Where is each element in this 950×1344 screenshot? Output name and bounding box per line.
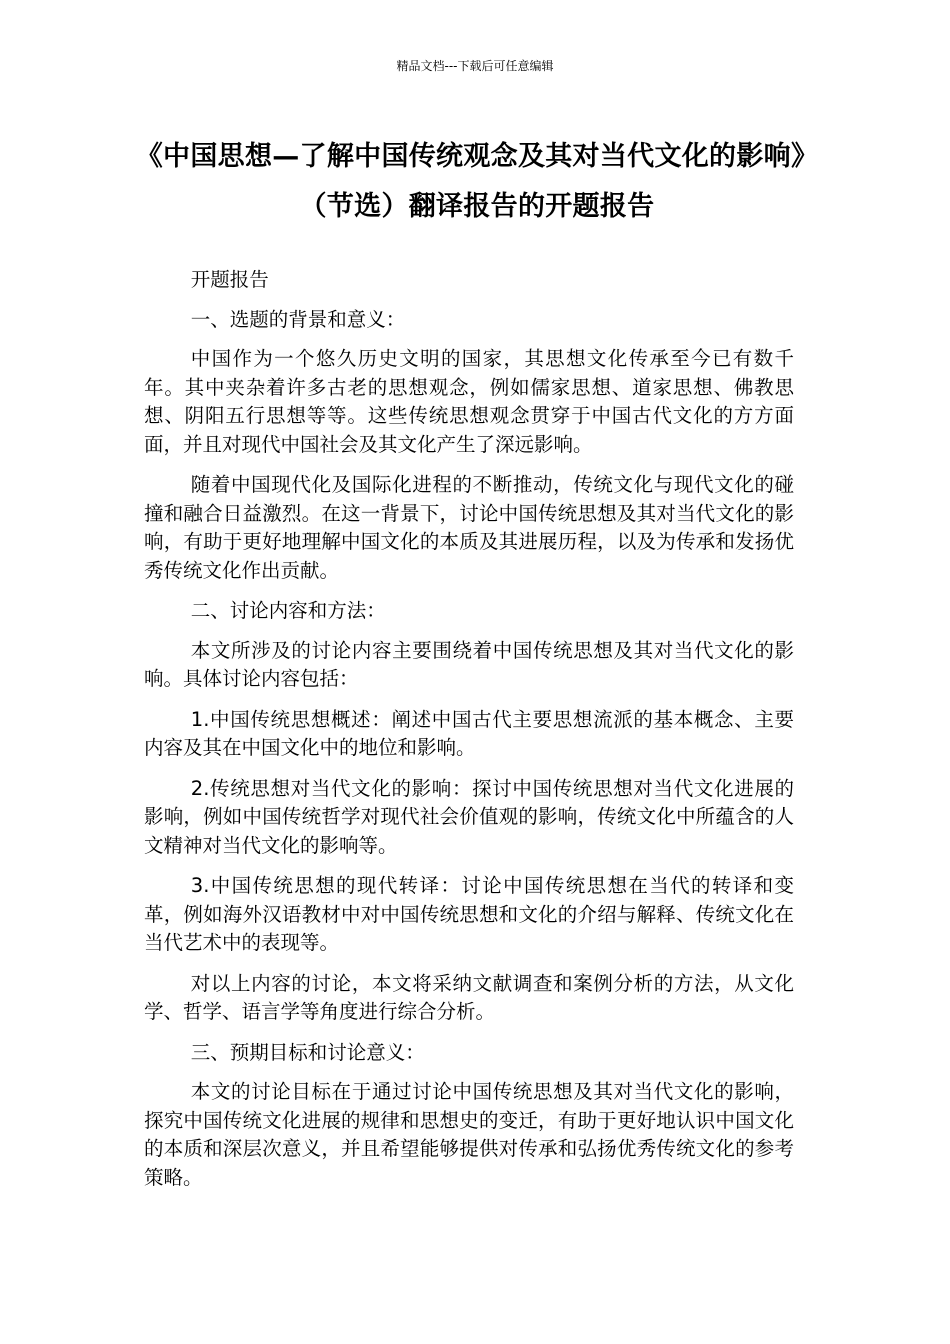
section-heading-background: 一、选题的背景和意义： xyxy=(190,307,406,331)
paragraph-background-2: 随着中国现代化及国际化进程的不断推动，传统文化与现代文化的碰撞和融合日益激烈。在这一背景下，讨论中国传统思想及其对当代文化的影响，有助于更好地理解中国文化的本质及其进展历程，以及为传承和发扬优秀传统文化作出贡献。 xyxy=(144,473,794,582)
section-heading-goals: 三、预期目标和讨论意义： xyxy=(190,1040,425,1064)
section-label-report: 开题报告 xyxy=(190,268,269,291)
paragraph-background-1: 中国作为一个悠久历史文明的国家，其思想文化传承至今已有数千年。其中夹杂着许多古老的思想观念，例如儒家思想、道家思想、佛教思想、阴阳五行思想等等。这些传统思想观念贯穿于中国古代文化的方方面面，并且对现代中国社会及其文化产生了深远影响。 xyxy=(144,347,794,456)
list-item-1: 1.中国传统思想概述：阐述中国古代主要思想流派的基本概念、主要内容及其在中国文化中的地位和影响。 xyxy=(144,707,794,759)
list-item-2: 2.传统思想对当代文化的影响：探讨中国传统思想对当代文化进展的影响，例如中国传统哲学对现代社会价值观的影响，传统文化中所蕴含的人文精神对当代文化的影响等。 xyxy=(144,776,794,857)
header-note: 精品文档---下载后可任意编辑 xyxy=(396,59,554,73)
paragraph-method: 对以上内容的讨论，本文将采纳文献调查和案例分析的方法，从文化学、哲学、语言学等角度进行综合分析。 xyxy=(144,971,794,1023)
list-item-3: 3.中国传统思想的现代转译：讨论中国传统思想在当代的转译和变革，例如海外汉语教材中对中国传统思想和文化的介绍与解释、传统文化在当代艺术中的表现等。 xyxy=(144,874,794,954)
section-heading-content-method: 二、讨论内容和方法： xyxy=(190,599,386,622)
document-body xyxy=(144,266,794,1204)
document-title: 《中国思想—了解中国传统观念及其对当代文化的影响》（节选）翻译报告的开题报告 xyxy=(135,141,819,222)
paragraph-goals: 本文的讨论目标在于通过讨论中国传统思想及其对当代文化的影响，探究中国传统文化进展的规律和思想史的变迁，有助于更好地认识中国文化的本质和深层次意义，并且希望能够提供对传承和弘扬优秀传统文化的参考策略。 xyxy=(144,1080,794,1189)
paragraph-content-intro: 本文所涉及的讨论内容主要围绕着中国传统思想及其对当代文化的影响。具体讨论内容包括： xyxy=(144,638,794,690)
